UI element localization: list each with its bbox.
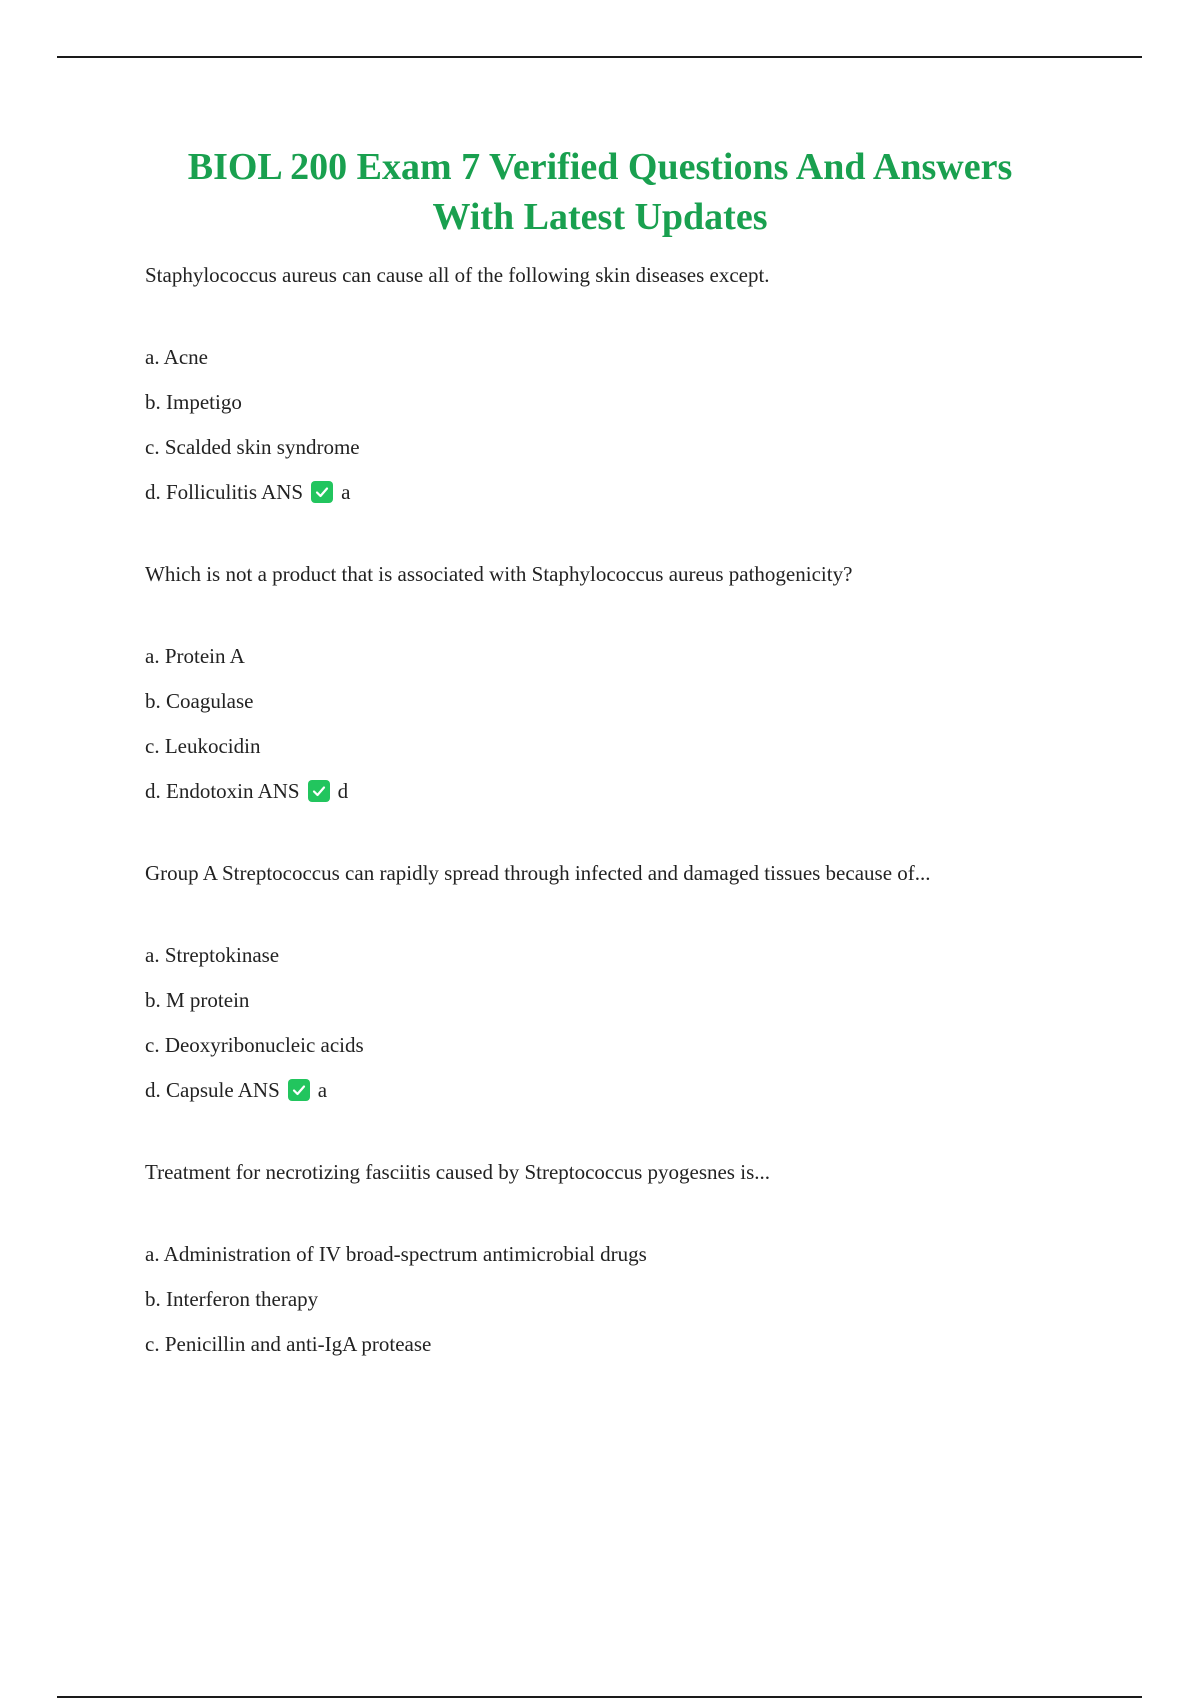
answer-option-label: d. Folliculitis ANS	[145, 480, 304, 504]
answer-option-with-key	[145, 1073, 1105, 1107]
top-divider	[57, 56, 1142, 58]
question-block	[145, 856, 1105, 1107]
answer-option: b. Coagulase	[145, 689, 254, 713]
question-text: Group A Streptococcus can rapidly spread through infected and damaged tissues because of...	[145, 861, 931, 885]
answer-option-with-key	[145, 774, 1105, 808]
check-mark-icon	[288, 1079, 310, 1101]
answer-option: a. Administration of IV broad-spectrum antimicrobial drugs	[145, 1242, 647, 1266]
question-text: Treatment for necrotizing fasciitis caused by Streptococcus pyogesnes is...	[145, 1160, 770, 1184]
answer-option: c. Leukocidin	[145, 734, 261, 758]
answer-option: c. Deoxyribonucleic acids	[145, 1033, 364, 1057]
answer-option-label: d. Capsule ANS	[145, 1078, 280, 1102]
answer-option: c. Penicillin and anti-IgA protease	[145, 1332, 432, 1356]
page-title	[100, 142, 1100, 242]
answer-option: c. Scalded skin syndrome	[145, 435, 360, 459]
answer-option: a. Protein A	[145, 644, 245, 668]
answer-key: a	[317, 1078, 328, 1102]
question-block	[145, 1155, 1105, 1361]
question-list	[145, 258, 1105, 1372]
question-block	[145, 258, 1105, 509]
answer-option: a. Streptokinase	[145, 943, 280, 967]
check-mark-icon	[308, 780, 330, 802]
question-text: Which is not a product that is associated with Staphylococcus aureus pathogenicity?	[145, 562, 853, 586]
check-mark-icon	[311, 481, 333, 503]
answer-option: a. Acne	[145, 345, 208, 369]
answer-option: b. Impetigo	[145, 390, 242, 414]
question-block	[145, 557, 1105, 808]
bottom-divider	[57, 1696, 1142, 1698]
answer-option-label: d. Endotoxin ANS	[145, 779, 300, 803]
answer-option: b. M protein	[145, 988, 250, 1012]
question-text: Staphylococcus aureus can cause all of the following skin diseases except.	[145, 263, 770, 287]
title-line-2: With Latest Updates	[432, 196, 768, 238]
title-line-1: BIOL 200 Exam 7 Verified Questions And Answers	[187, 146, 1013, 188]
answer-key: a	[341, 480, 351, 504]
answer-option: b. Interferon therapy	[145, 1287, 319, 1311]
answer-key: d	[337, 779, 349, 803]
answer-option-with-key	[145, 475, 1105, 509]
